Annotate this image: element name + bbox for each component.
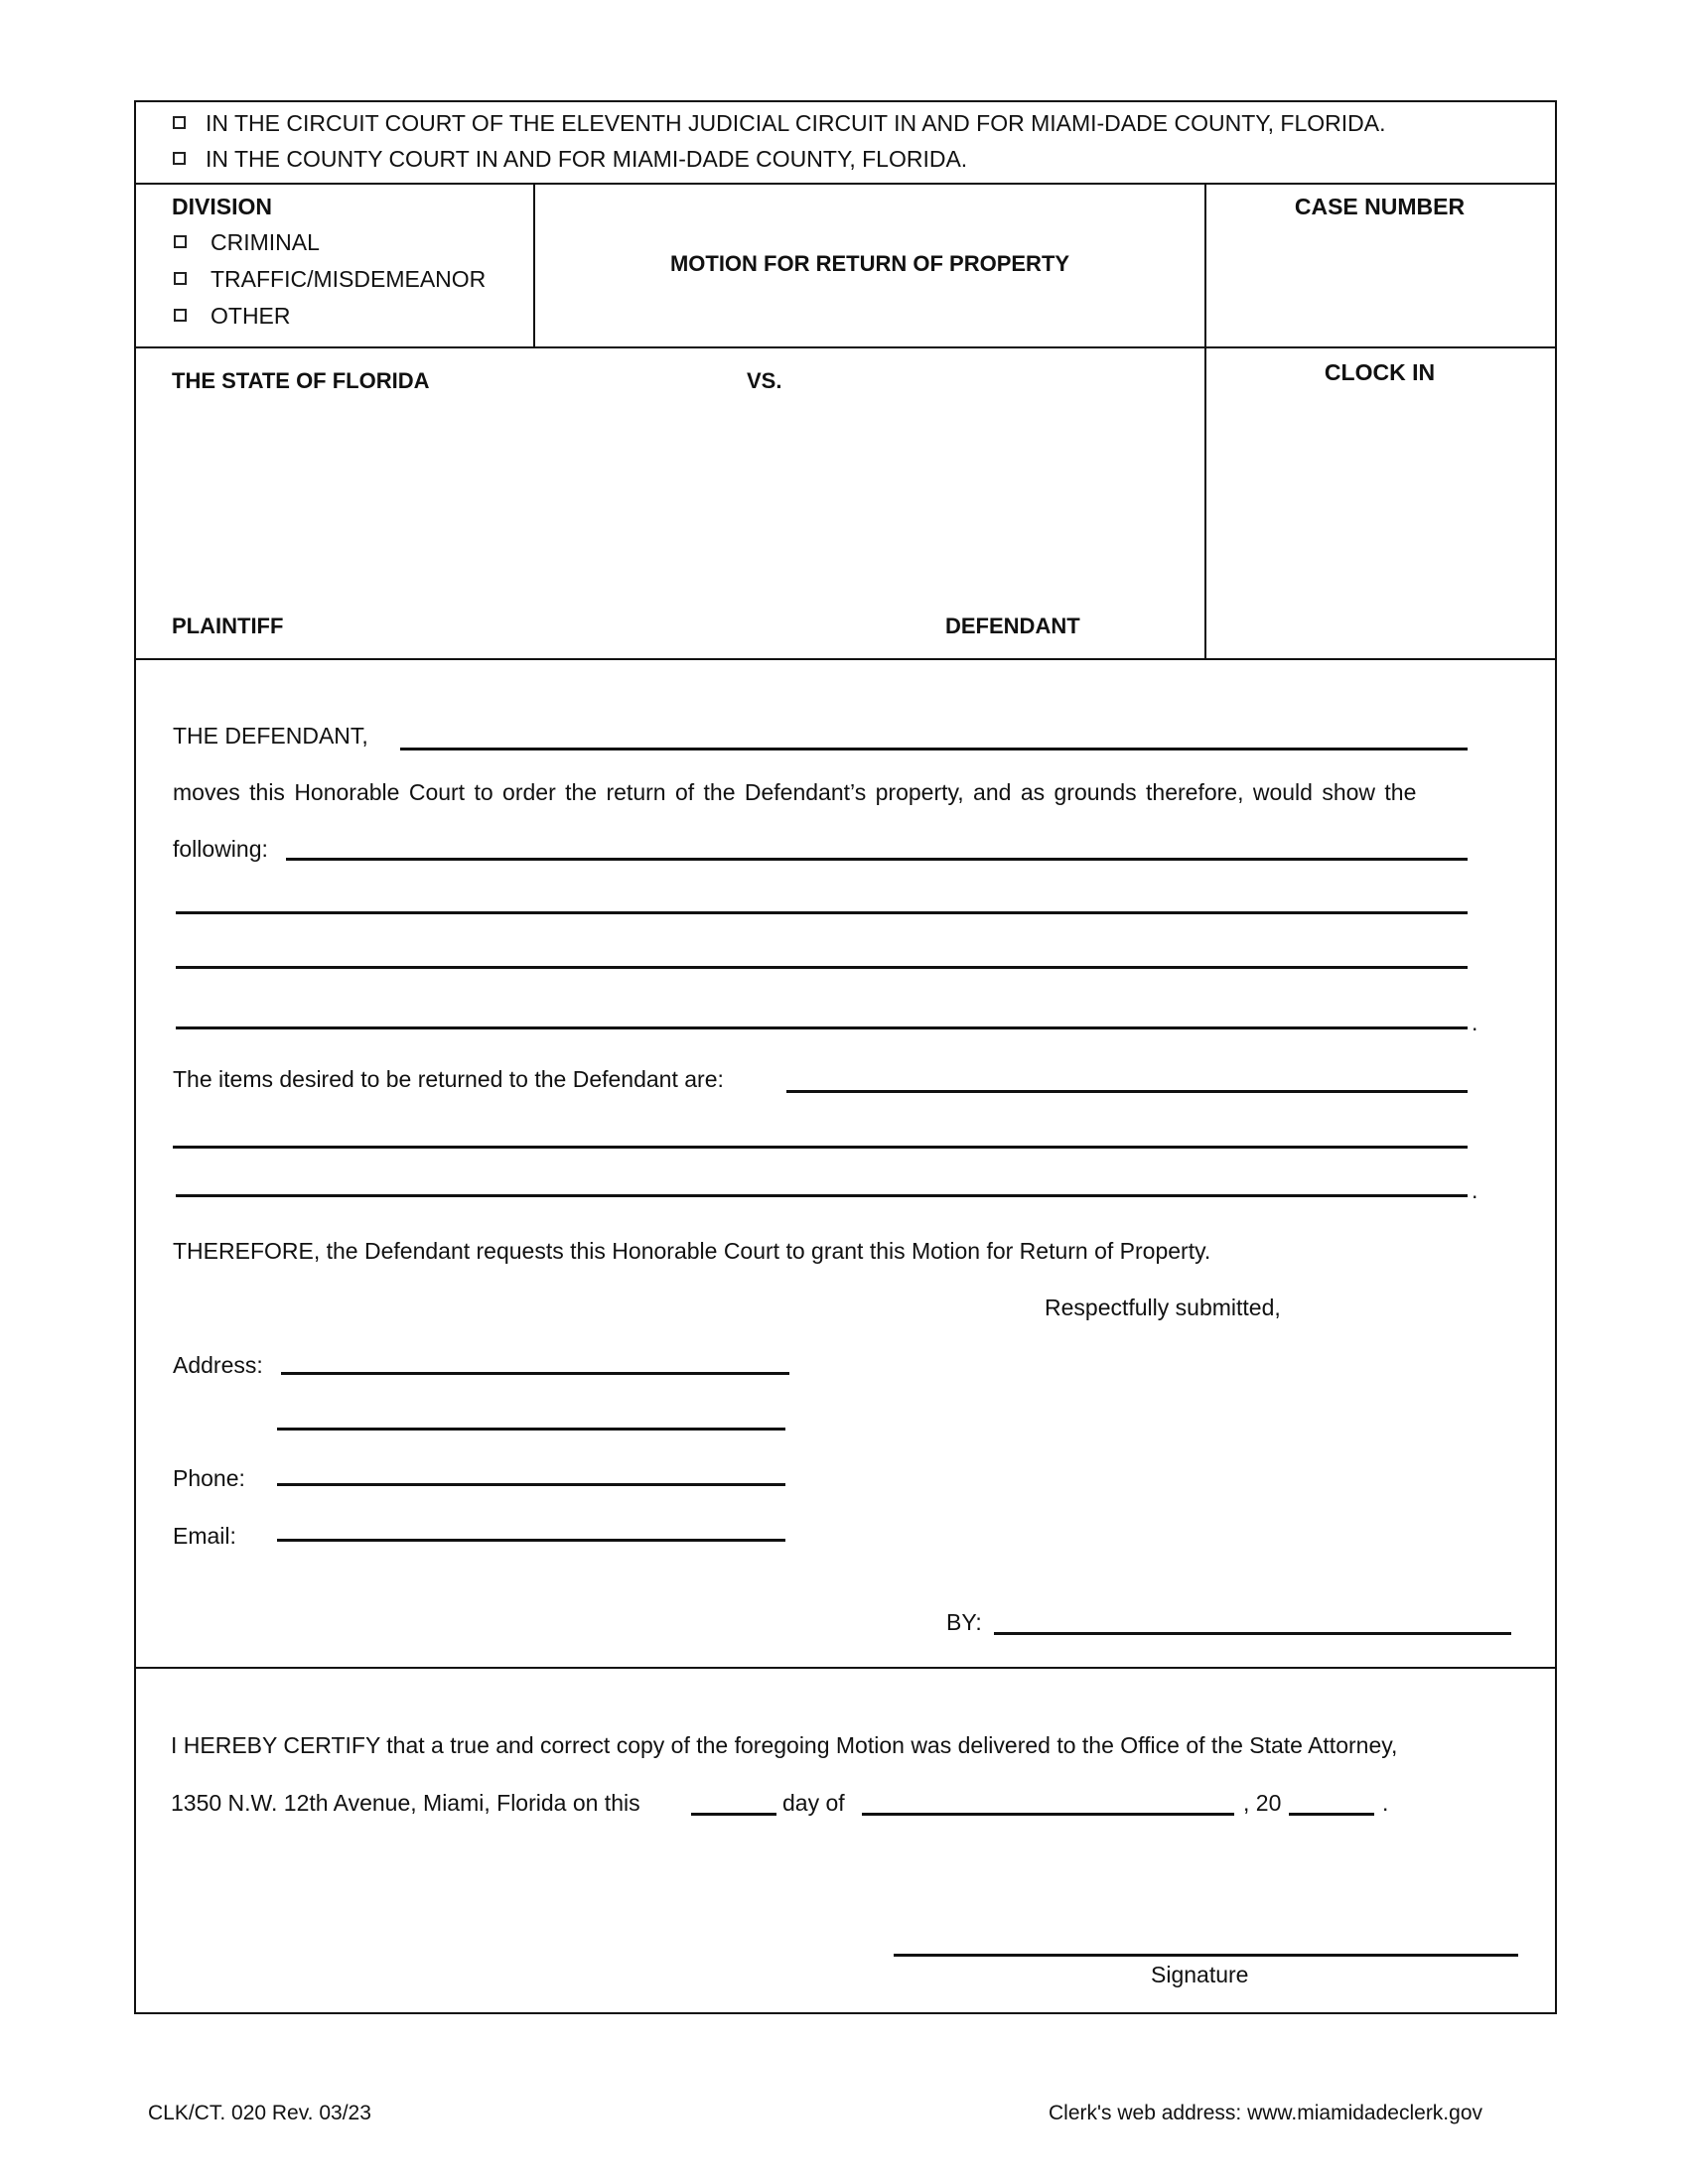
- grounds-line-1[interactable]: [286, 858, 1468, 861]
- items-line-2[interactable]: [173, 1146, 1468, 1149]
- clock-in-field[interactable]: [1221, 397, 1539, 645]
- grounds-line-3[interactable]: [176, 966, 1468, 969]
- division-heading: DIVISION: [172, 194, 272, 219]
- circuit-court-label: IN THE CIRCUIT COURT OF THE ELEVENTH JUDICIAL CIRCUIT IN AND FOR MIAMI-DADE COUNTY, FLORIDA.: [206, 110, 1386, 136]
- grounds-period: .: [1472, 1010, 1478, 1035]
- division-traffic-checkbox[interactable]: [174, 272, 187, 285]
- address-label: Address:: [173, 1352, 263, 1378]
- row-divider-parties: [134, 346, 1555, 348]
- items-label: The items desired to be returned to the Defendant are:: [173, 1066, 724, 1092]
- county-court-label: IN THE COUNTY COURT IN AND FOR MIAMI-DADE COUNTY, FLORIDA.: [206, 146, 968, 172]
- form-code: CLK/CT. 020 Rev. 03/23: [148, 2102, 371, 2124]
- certificate-day-line[interactable]: [691, 1813, 776, 1816]
- certificate-year-prefix: , 20: [1243, 1790, 1282, 1816]
- certificate-year-line[interactable]: [1289, 1813, 1374, 1816]
- defendant-name-line[interactable]: [400, 748, 1468, 751]
- circuit-court-checkbox[interactable]: [173, 116, 186, 129]
- certificate-line-2-prefix: 1350 N.W. 12th Avenue, Miami, Florida on this: [171, 1790, 640, 1816]
- case-number-label: CASE NUMBER: [1294, 194, 1466, 219]
- case-number-field[interactable]: [1221, 228, 1539, 338]
- certificate-line-1: I HEREBY CERTIFY that a true and correct copy of the foregoing Motion was delivered to the Office of the State Attorney,: [171, 1732, 1398, 1758]
- division-other-checkbox[interactable]: [174, 309, 187, 322]
- signature-line[interactable]: [894, 1954, 1518, 1957]
- case-number-divider: [1204, 183, 1206, 659]
- defendant-label: DEFENDANT: [945, 614, 1080, 638]
- row-divider-body: [134, 658, 1555, 660]
- therefore-text: THEREFORE, the Defendant requests this Honorable Court to grant this Motion for Return of Property.: [173, 1238, 1211, 1264]
- defendant-prefix: THE DEFENDANT,: [173, 723, 368, 749]
- signature-label: Signature: [1151, 1962, 1249, 1987]
- plaintiff-label: PLAINTIFF: [172, 614, 284, 638]
- division-criminal-checkbox[interactable]: [174, 235, 187, 248]
- certificate-month-line[interactable]: [862, 1813, 1234, 1816]
- form-title: MOTION FOR RETURN OF PROPERTY: [669, 251, 1070, 276]
- certificate-day-of: day of: [782, 1790, 845, 1816]
- email-line[interactable]: [277, 1539, 785, 1542]
- by-label: BY:: [946, 1609, 982, 1635]
- address-line-2[interactable]: [277, 1428, 785, 1431]
- clock-in-label: CLOCK IN: [1324, 359, 1436, 385]
- moves-text: moves this Honorable Court to order the return of the Defendant’s property, and as grounds therefore, would show the: [173, 779, 1417, 805]
- address-line-1[interactable]: [281, 1372, 789, 1375]
- items-line-1[interactable]: [786, 1090, 1468, 1093]
- respectfully-submitted: Respectfully submitted,: [1045, 1295, 1281, 1320]
- row-divider-certificate: [134, 1667, 1555, 1669]
- division-traffic-label: TRAFFIC/MISDEMEANOR: [211, 266, 487, 292]
- phone-label: Phone:: [173, 1465, 245, 1491]
- header-divider: [134, 183, 1555, 185]
- state-of-florida-label: THE STATE OF FLORIDA: [172, 368, 430, 393]
- clerk-web-address: Clerk's web address: www.miamidadeclerk.gov: [1049, 2102, 1483, 2124]
- phone-line[interactable]: [277, 1483, 785, 1486]
- division-other-label: OTHER: [211, 303, 291, 329]
- vs-label: VS.: [747, 368, 782, 393]
- by-signature-line[interactable]: [994, 1632, 1511, 1635]
- grounds-line-4[interactable]: [176, 1026, 1468, 1029]
- items-line-3[interactable]: [176, 1194, 1468, 1197]
- division-criminal-label: CRIMINAL: [211, 229, 320, 255]
- email-label: Email:: [173, 1523, 236, 1549]
- grounds-line-2[interactable]: [176, 911, 1468, 914]
- county-court-checkbox[interactable]: [173, 152, 186, 165]
- certificate-period: .: [1382, 1790, 1389, 1816]
- following-label: following:: [173, 836, 268, 862]
- items-period: .: [1472, 1177, 1478, 1203]
